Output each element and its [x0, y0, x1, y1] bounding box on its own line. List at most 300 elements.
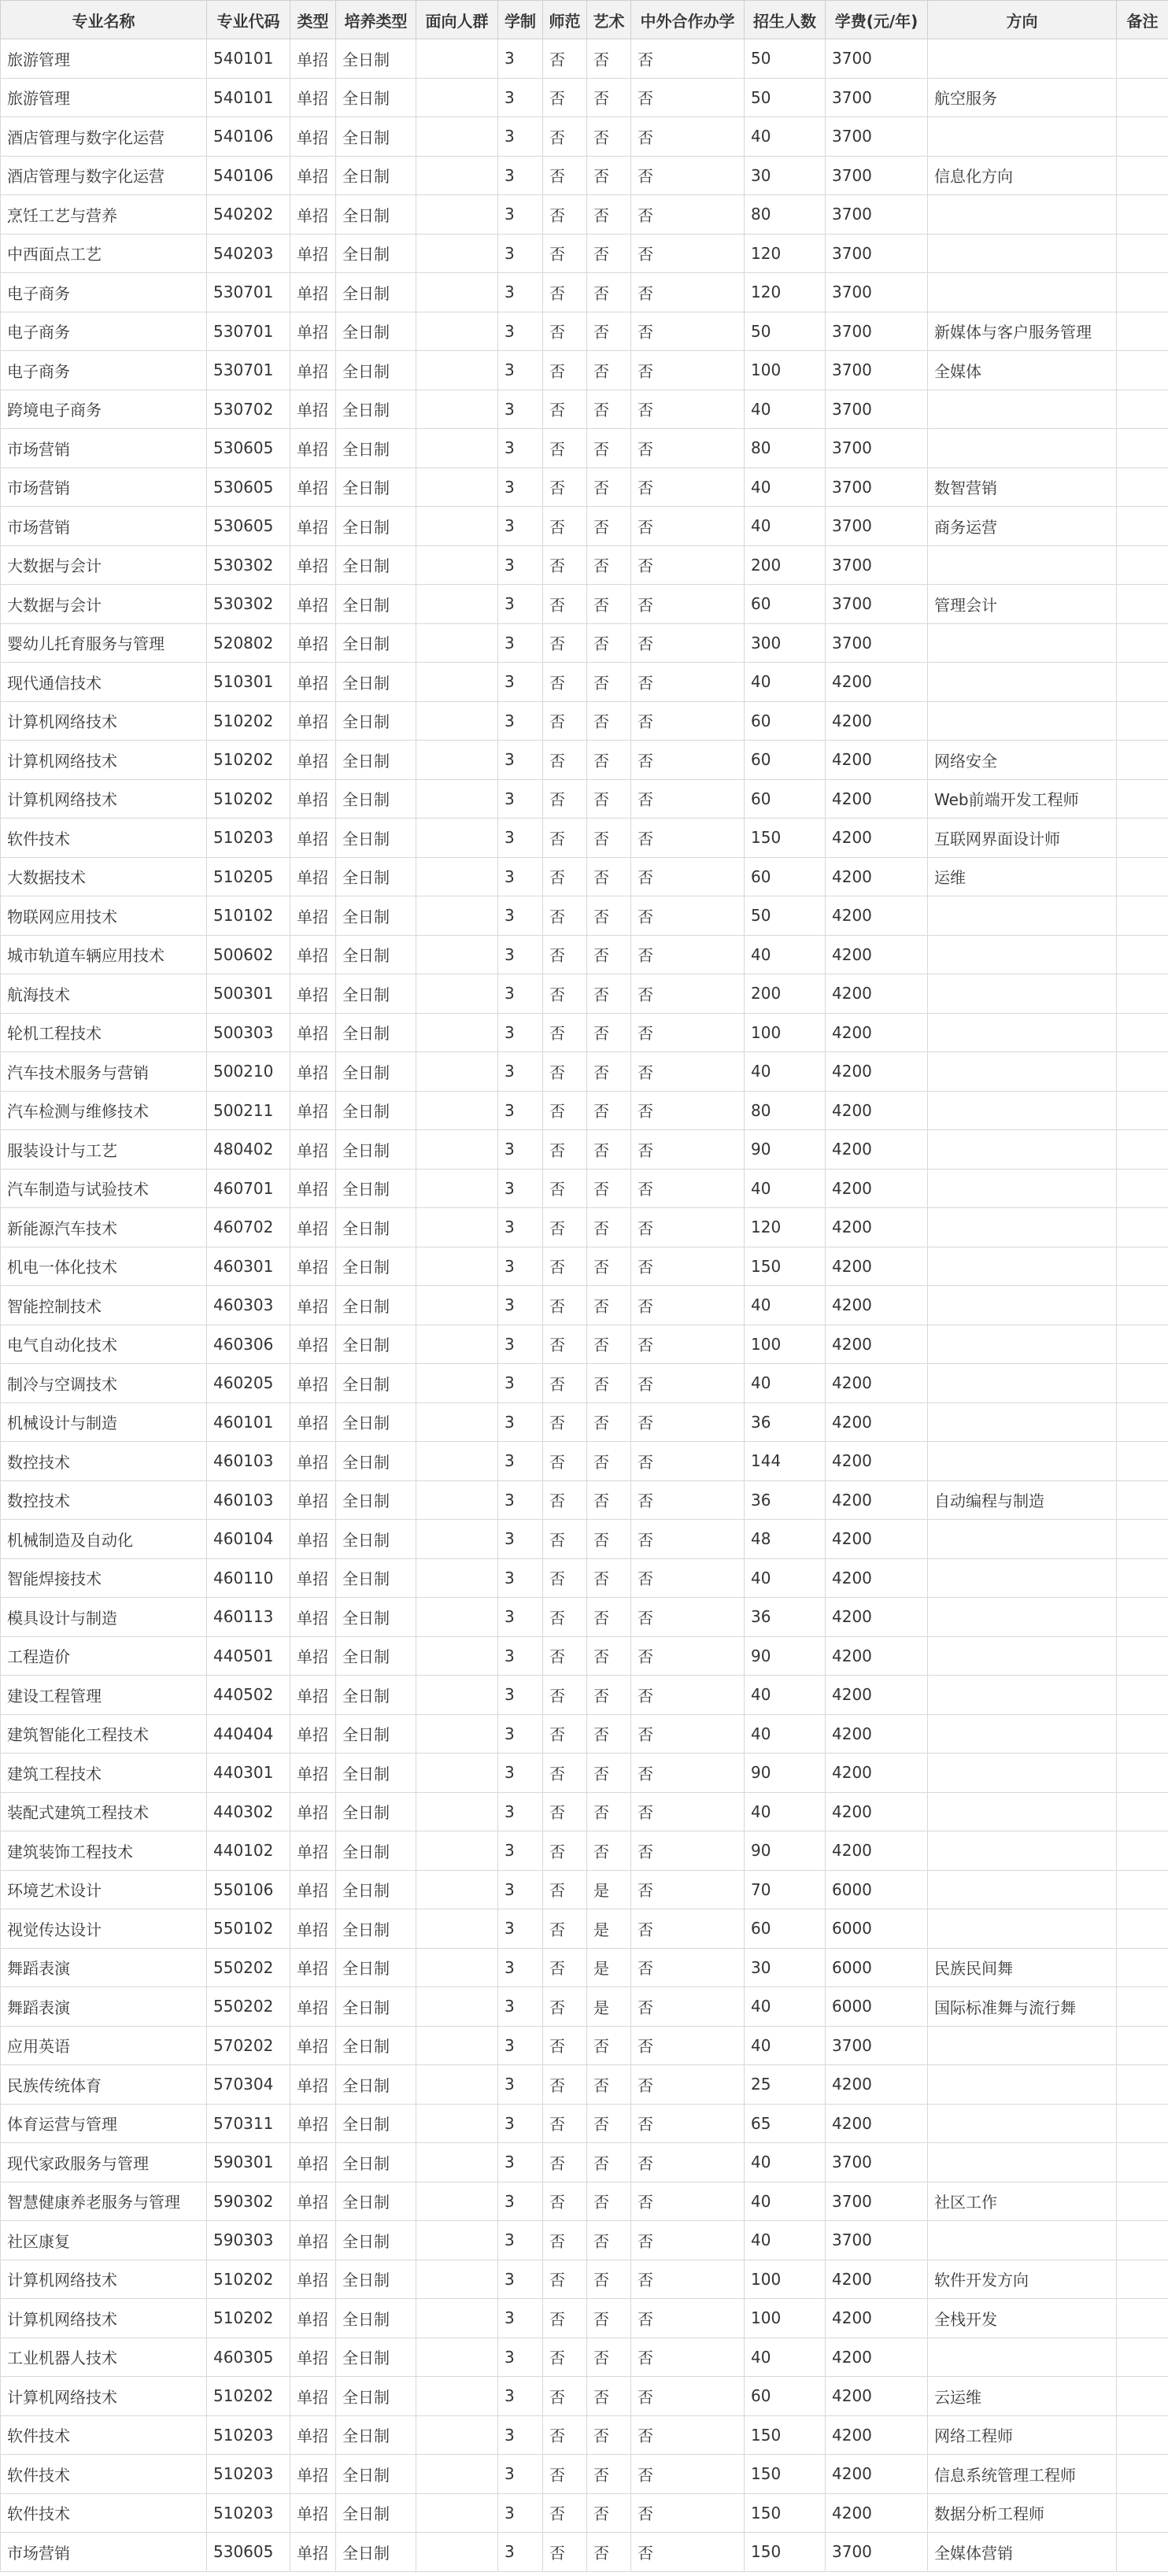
cell-normal-school: 否 — [543, 857, 587, 896]
cell-enroll-type: 单招 — [290, 1480, 336, 1520]
cell-direction — [928, 1403, 1117, 1442]
cell-remarks — [1117, 545, 1168, 585]
cell-art: 否 — [587, 779, 631, 819]
cell-art: 否 — [587, 2143, 631, 2182]
cell-remarks — [1117, 819, 1168, 858]
cell-sino-foreign: 否 — [631, 2415, 745, 2455]
cell-tuition: 4200 — [826, 1598, 928, 1637]
cell-major-name: 大数据与会计 — [1, 585, 207, 624]
cell-direction — [928, 1598, 1117, 1637]
cell-major-name: 智能焊接技术 — [1, 1558, 207, 1598]
cell-art: 否 — [587, 1558, 631, 1598]
cell-enroll-type: 单招 — [290, 2455, 336, 2494]
cell-remarks — [1117, 1558, 1168, 1598]
cell-sino-foreign: 否 — [631, 312, 745, 351]
cell-art: 否 — [587, 78, 631, 117]
cell-enroll-type: 单招 — [290, 935, 336, 974]
cell-art: 否 — [587, 2533, 631, 2572]
cell-remarks — [1117, 857, 1168, 896]
cell-major-name: 装配式建筑工程技术 — [1, 1792, 207, 1831]
cell-duration: 3 — [498, 390, 543, 429]
cell-target-group — [416, 1676, 498, 1715]
cell-duration: 3 — [498, 1754, 543, 1793]
cell-sino-foreign: 否 — [631, 2338, 745, 2377]
cell-duration: 3 — [498, 1676, 543, 1715]
cell-art: 否 — [587, 1714, 631, 1754]
cell-tuition: 4200 — [826, 1442, 928, 1481]
cell-tuition: 4200 — [826, 1520, 928, 1559]
cell-tuition: 4200 — [826, 2338, 928, 2377]
cell-art: 否 — [587, 1480, 631, 1520]
cell-major-code: 510203 — [207, 819, 290, 858]
cell-tuition: 4200 — [826, 1364, 928, 1403]
cell-art: 否 — [587, 1247, 631, 1286]
cell-enroll-type: 单招 — [290, 1558, 336, 1598]
cell-major-code: 530605 — [207, 2533, 290, 2572]
cell-remarks — [1117, 663, 1168, 702]
table-row — [1, 1831, 1168, 1871]
cell-enroll-type: 单招 — [290, 2026, 336, 2065]
cell-tuition: 4200 — [826, 1636, 928, 1676]
cell-tuition: 4200 — [826, 1208, 928, 1247]
cell-major-code: 460701 — [207, 1169, 290, 1208]
cell-direction: 航空服务 — [928, 78, 1117, 117]
table-row — [1, 1520, 1168, 1559]
cell-art: 否 — [587, 1754, 631, 1793]
cell-study-mode: 全日制 — [336, 1754, 416, 1793]
cell-major-name: 市场营销 — [1, 429, 207, 468]
cell-tuition: 4200 — [826, 779, 928, 819]
cell-major-code: 510202 — [207, 701, 290, 741]
cell-study-mode: 全日制 — [336, 1870, 416, 1909]
cell-sino-foreign: 否 — [631, 1676, 745, 1715]
cell-remarks — [1117, 779, 1168, 819]
cell-enroll-type: 单招 — [290, 1442, 336, 1481]
cell-remarks — [1117, 1480, 1168, 1520]
cell-major-code: 550106 — [207, 1870, 290, 1909]
cell-major-code: 460301 — [207, 1247, 290, 1286]
cell-normal-school: 否 — [543, 156, 587, 195]
cell-major-name: 旅游管理 — [1, 39, 207, 79]
cell-enroll-type: 单招 — [290, 2377, 336, 2416]
cell-normal-school: 否 — [543, 117, 587, 157]
cell-target-group — [416, 896, 498, 936]
cell-tuition: 6000 — [826, 1987, 928, 2027]
cell-tuition: 3700 — [826, 2533, 928, 2572]
cell-enroll-count: 60 — [745, 741, 826, 780]
cell-enroll-count: 36 — [745, 1403, 826, 1442]
cell-major-code: 570304 — [207, 2065, 290, 2105]
cell-major-code: 530701 — [207, 273, 290, 312]
cell-normal-school: 否 — [543, 1247, 587, 1286]
cell-target-group — [416, 701, 498, 741]
cell-art: 否 — [587, 701, 631, 741]
cell-art: 否 — [587, 1598, 631, 1637]
cell-major-code: 460104 — [207, 1520, 290, 1559]
cell-remarks — [1117, 1792, 1168, 1831]
cell-major-code: 530605 — [207, 507, 290, 546]
cell-major-name: 旅游管理 — [1, 78, 207, 117]
cell-study-mode: 全日制 — [336, 2221, 416, 2260]
cell-target-group — [416, 117, 498, 157]
cell-duration: 3 — [498, 195, 543, 235]
cell-tuition: 3700 — [826, 2182, 928, 2221]
cell-enroll-type: 单招 — [290, 741, 336, 780]
cell-direction: 自动编程与制造 — [928, 1480, 1117, 1520]
cell-remarks — [1117, 351, 1168, 390]
cell-art: 否 — [587, 2493, 631, 2533]
cell-direction — [928, 117, 1117, 157]
cell-sino-foreign: 否 — [631, 117, 745, 157]
cell-duration: 3 — [498, 1130, 543, 1170]
table-row — [1, 1169, 1168, 1208]
table-row — [1, 195, 1168, 235]
cell-target-group — [416, 1636, 498, 1676]
cell-major-code: 460205 — [207, 1364, 290, 1403]
cell-enroll-count: 90 — [745, 1831, 826, 1871]
cell-enroll-count: 50 — [745, 39, 826, 79]
cell-enroll-type: 单招 — [290, 2143, 336, 2182]
cell-remarks — [1117, 78, 1168, 117]
cell-tuition: 3700 — [826, 429, 928, 468]
table-row — [1, 1130, 1168, 1170]
cell-major-name: 城市轨道车辆应用技术 — [1, 935, 207, 974]
cell-major-name: 数控技术 — [1, 1442, 207, 1481]
cell-direction: 云运维 — [928, 2377, 1117, 2416]
cell-art: 否 — [587, 2026, 631, 2065]
cell-art: 否 — [587, 585, 631, 624]
table-row — [1, 2455, 1168, 2494]
cell-target-group — [416, 1870, 498, 1909]
table-row — [1, 974, 1168, 1014]
cell-major-name: 模具设计与制造 — [1, 1598, 207, 1637]
cell-study-mode: 全日制 — [336, 234, 416, 273]
cell-study-mode: 全日制 — [336, 1558, 416, 1598]
cell-sino-foreign: 否 — [631, 1714, 745, 1754]
cell-major-name: 电气自动化技术 — [1, 1325, 207, 1364]
table-row — [1, 2104, 1168, 2143]
cell-target-group — [416, 2182, 498, 2221]
cell-duration: 3 — [498, 2182, 543, 2221]
cell-major-code: 500210 — [207, 1052, 290, 1092]
cell-direction — [928, 2104, 1117, 2143]
cell-major-name: 制冷与空调技术 — [1, 1364, 207, 1403]
cell-enroll-count: 100 — [745, 2299, 826, 2338]
cell-study-mode: 全日制 — [336, 1598, 416, 1637]
table-row — [1, 585, 1168, 624]
cell-tuition: 3700 — [826, 623, 928, 663]
cell-remarks — [1117, 2493, 1168, 2533]
cell-tuition: 3700 — [826, 234, 928, 273]
cell-enroll-count: 50 — [745, 896, 826, 936]
cell-major-code: 510203 — [207, 2455, 290, 2494]
cell-enroll-type: 单招 — [290, 312, 336, 351]
cell-enroll-count: 100 — [745, 2260, 826, 2299]
cell-major-code: 530605 — [207, 429, 290, 468]
cell-major-code: 540106 — [207, 156, 290, 195]
table-row — [1, 1442, 1168, 1481]
cell-enroll-count: 40 — [745, 1052, 826, 1092]
cell-duration: 3 — [498, 1208, 543, 1247]
cell-study-mode: 全日制 — [336, 1442, 416, 1481]
cell-enroll-count: 25 — [745, 2065, 826, 2105]
cell-major-name: 酒店管理与数字化运营 — [1, 117, 207, 157]
cell-study-mode: 全日制 — [336, 2026, 416, 2065]
table-row — [1, 779, 1168, 819]
cell-sino-foreign: 否 — [631, 273, 745, 312]
cell-duration: 3 — [498, 2377, 543, 2416]
cell-remarks — [1117, 2415, 1168, 2455]
cell-major-name: 视觉传达设计 — [1, 1909, 207, 1949]
cell-enroll-type: 单招 — [290, 234, 336, 273]
cell-direction — [928, 2221, 1117, 2260]
cell-duration: 3 — [498, 429, 543, 468]
cell-remarks — [1117, 1247, 1168, 1286]
cell-major-name: 轮机工程技术 — [1, 1013, 207, 1052]
cell-direction: 互联网界面设计师 — [928, 819, 1117, 858]
column-header-direction: 方向 — [928, 1, 1117, 39]
table-row — [1, 896, 1168, 936]
cell-enroll-type: 单招 — [290, 1948, 336, 1987]
cell-target-group — [416, 2533, 498, 2572]
cell-study-mode: 全日制 — [336, 1636, 416, 1676]
cell-major-code: 500211 — [207, 1091, 290, 1130]
cell-direction — [928, 1364, 1117, 1403]
cell-target-group — [416, 1754, 498, 1793]
cell-target-group — [416, 234, 498, 273]
cell-remarks — [1117, 2533, 1168, 2572]
cell-enroll-type: 单招 — [290, 545, 336, 585]
cell-enroll-type: 单招 — [290, 351, 336, 390]
cell-direction — [928, 2338, 1117, 2377]
cell-target-group — [416, 857, 498, 896]
cell-duration: 3 — [498, 663, 543, 702]
cell-remarks — [1117, 1714, 1168, 1754]
cell-duration: 3 — [498, 2299, 543, 2338]
cell-study-mode: 全日制 — [336, 1286, 416, 1325]
cell-target-group — [416, 935, 498, 974]
cell-enroll-count: 40 — [745, 1792, 826, 1831]
cell-direction — [928, 1558, 1117, 1598]
cell-major-code: 530302 — [207, 585, 290, 624]
cell-major-code: 530701 — [207, 312, 290, 351]
cell-normal-school: 否 — [543, 623, 587, 663]
cell-sino-foreign: 否 — [631, 974, 745, 1014]
cell-duration: 3 — [498, 1442, 543, 1481]
cell-sino-foreign: 否 — [631, 1052, 745, 1092]
cell-enroll-count: 48 — [745, 1520, 826, 1559]
cell-duration: 3 — [498, 1091, 543, 1130]
cell-tuition: 3700 — [826, 78, 928, 117]
cell-normal-school: 否 — [543, 663, 587, 702]
cell-tuition: 4200 — [826, 974, 928, 1014]
cell-normal-school: 否 — [543, 1520, 587, 1559]
table-row — [1, 1676, 1168, 1715]
cell-tuition: 4200 — [826, 1325, 928, 1364]
cell-target-group — [416, 1130, 498, 1170]
cell-major-code: 500602 — [207, 935, 290, 974]
cell-remarks — [1117, 1987, 1168, 2027]
cell-major-code: 440102 — [207, 1831, 290, 1871]
cell-enroll-type: 单招 — [290, 1247, 336, 1286]
cell-direction — [928, 1636, 1117, 1676]
cell-major-name: 软件技术 — [1, 2455, 207, 2494]
cell-enroll-count: 65 — [745, 2104, 826, 2143]
cell-normal-school: 否 — [543, 1286, 587, 1325]
cell-tuition: 6000 — [826, 1948, 928, 1987]
cell-enroll-type: 单招 — [290, 1831, 336, 1871]
cell-enroll-type: 单招 — [290, 156, 336, 195]
cell-normal-school: 否 — [543, 2299, 587, 2338]
cell-duration: 3 — [498, 1636, 543, 1676]
cell-duration: 3 — [498, 234, 543, 273]
cell-tuition: 4200 — [826, 1052, 928, 1092]
cell-enroll-type: 单招 — [290, 1169, 336, 1208]
cell-tuition: 3700 — [826, 545, 928, 585]
cell-art: 否 — [587, 1676, 631, 1715]
cell-enroll-type: 单招 — [290, 1052, 336, 1092]
cell-target-group — [416, 1598, 498, 1637]
cell-remarks — [1117, 701, 1168, 741]
cell-enroll-count: 50 — [745, 312, 826, 351]
cell-enroll-count: 30 — [745, 1948, 826, 1987]
cell-direction — [928, 1091, 1117, 1130]
cell-sino-foreign: 否 — [631, 2104, 745, 2143]
table-row — [1, 1208, 1168, 1247]
cell-major-code: 500303 — [207, 1013, 290, 1052]
cell-sino-foreign: 否 — [631, 1013, 745, 1052]
cell-art: 否 — [587, 273, 631, 312]
cell-enroll-count: 90 — [745, 1636, 826, 1676]
cell-major-name: 工程造价 — [1, 1636, 207, 1676]
cell-direction — [928, 195, 1117, 235]
cell-enroll-count: 40 — [745, 1169, 826, 1208]
cell-direction: Web前端开发工程师 — [928, 779, 1117, 819]
cell-major-code: 570202 — [207, 2026, 290, 2065]
cell-direction — [928, 1013, 1117, 1052]
cell-major-name: 应用英语 — [1, 2026, 207, 2065]
cell-duration: 3 — [498, 819, 543, 858]
cell-sino-foreign: 否 — [631, 1325, 745, 1364]
cell-direction: 运维 — [928, 857, 1117, 896]
cell-major-name: 软件技术 — [1, 819, 207, 858]
cell-enroll-count: 40 — [745, 1987, 826, 2027]
cell-direction — [928, 1714, 1117, 1754]
cell-target-group — [416, 1909, 498, 1949]
cell-duration: 3 — [498, 1831, 543, 1871]
cell-normal-school: 否 — [543, 2493, 587, 2533]
cell-direction — [928, 390, 1117, 429]
cell-sino-foreign: 否 — [631, 585, 745, 624]
cell-art: 否 — [587, 117, 631, 157]
cell-remarks — [1117, 1130, 1168, 1170]
cell-direction: 数智营销 — [928, 468, 1117, 507]
cell-study-mode: 全日制 — [336, 312, 416, 351]
cell-sino-foreign: 否 — [631, 1480, 745, 1520]
cell-duration: 3 — [498, 273, 543, 312]
table-row — [1, 1792, 1168, 1831]
cell-art: 否 — [587, 1831, 631, 1871]
cell-direction — [928, 935, 1117, 974]
column-header-major-code: 专业代码 — [207, 1, 290, 39]
cell-remarks — [1117, 741, 1168, 780]
cell-enroll-type: 单招 — [290, 2493, 336, 2533]
cell-enroll-type: 单招 — [290, 1598, 336, 1637]
cell-enroll-count: 90 — [745, 1754, 826, 1793]
cell-enroll-type: 单招 — [290, 195, 336, 235]
cell-major-name: 酒店管理与数字化运营 — [1, 156, 207, 195]
table-row — [1, 741, 1168, 780]
cell-enroll-count: 40 — [745, 468, 826, 507]
cell-enroll-count: 150 — [745, 2493, 826, 2533]
cell-study-mode: 全日制 — [336, 1520, 416, 1559]
cell-enroll-count: 120 — [745, 1208, 826, 1247]
cell-remarks — [1117, 1442, 1168, 1481]
cell-remarks — [1117, 1091, 1168, 1130]
cell-major-name: 服装设计与工艺 — [1, 1130, 207, 1170]
cell-study-mode: 全日制 — [336, 117, 416, 157]
cell-major-code: 510202 — [207, 2377, 290, 2416]
cell-art: 否 — [587, 2455, 631, 2494]
cell-normal-school: 否 — [543, 390, 587, 429]
cell-major-name: 机械设计与制造 — [1, 1403, 207, 1442]
cell-study-mode: 全日制 — [336, 1208, 416, 1247]
cell-target-group — [416, 585, 498, 624]
cell-direction — [928, 545, 1117, 585]
cell-normal-school: 否 — [543, 1325, 587, 1364]
cell-direction — [928, 1247, 1117, 1286]
cell-remarks — [1117, 2143, 1168, 2182]
cell-sino-foreign: 否 — [631, 663, 745, 702]
cell-sino-foreign: 否 — [631, 468, 745, 507]
cell-major-name: 汽车制造与试验技术 — [1, 1169, 207, 1208]
cell-direction — [928, 701, 1117, 741]
cell-study-mode: 全日制 — [336, 1091, 416, 1130]
cell-normal-school: 否 — [543, 1676, 587, 1715]
cell-major-code: 510203 — [207, 2493, 290, 2533]
cell-tuition: 3700 — [826, 39, 928, 79]
cell-remarks — [1117, 1169, 1168, 1208]
cell-tuition: 3700 — [826, 273, 928, 312]
cell-target-group — [416, 974, 498, 1014]
cell-enroll-count: 150 — [745, 2415, 826, 2455]
cell-sino-foreign: 否 — [631, 1636, 745, 1676]
cell-sino-foreign: 否 — [631, 1247, 745, 1286]
cell-enroll-count: 40 — [745, 935, 826, 974]
cell-duration: 3 — [498, 2260, 543, 2299]
cell-direction — [928, 1754, 1117, 1793]
cell-major-code: 440301 — [207, 1754, 290, 1793]
cell-major-code: 500301 — [207, 974, 290, 1014]
cell-direction — [928, 1831, 1117, 1871]
cell-tuition: 4200 — [826, 2104, 928, 2143]
cell-study-mode: 全日制 — [336, 1325, 416, 1364]
cell-art: 否 — [587, 1052, 631, 1092]
cell-target-group — [416, 2026, 498, 2065]
cell-enroll-count: 40 — [745, 2182, 826, 2221]
cell-normal-school: 否 — [543, 1208, 587, 1247]
cell-normal-school: 否 — [543, 2455, 587, 2494]
cell-target-group — [416, 2455, 498, 2494]
cell-tuition: 3700 — [826, 390, 928, 429]
cell-direction — [928, 39, 1117, 79]
cell-art: 否 — [587, 39, 631, 79]
cell-sino-foreign: 否 — [631, 1286, 745, 1325]
table-row — [1, 1480, 1168, 1520]
cell-study-mode: 全日制 — [336, 1987, 416, 2027]
cell-duration: 3 — [498, 701, 543, 741]
cell-sino-foreign: 否 — [631, 741, 745, 780]
